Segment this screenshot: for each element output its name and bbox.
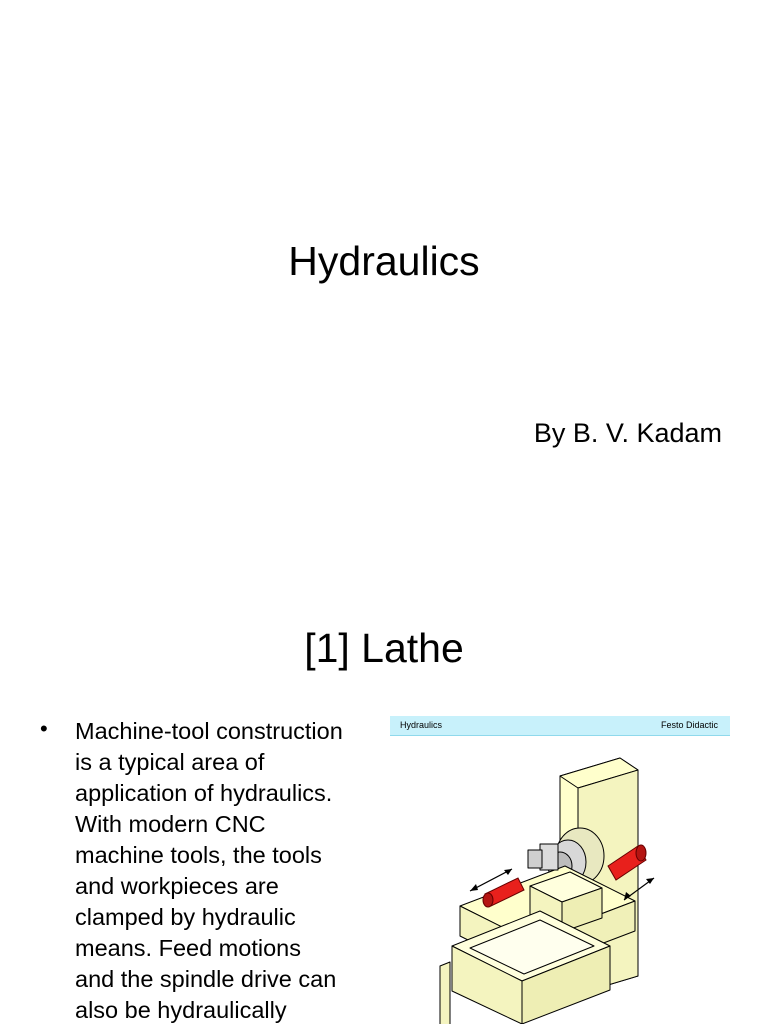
bullet-item-text: Machine-tool construction is a typical area of application of hydraulics. With modern CNC machine tools, the tools and workpieces are clamped by hydraulic means. Feed motions and the spindle drive can also be hydraulically bbox=[75, 718, 343, 1023]
slide-title-heading: Hydraulics bbox=[288, 238, 480, 284]
figure-header-right: Festo Didactic bbox=[660, 720, 718, 730]
figure-header-left: Hydraulics bbox=[400, 720, 443, 730]
lathe-illustration bbox=[390, 716, 732, 1024]
author-subtitle: By B. V. Kadam bbox=[533, 418, 722, 448]
lathe-heading: [1] Lathe bbox=[304, 625, 464, 671]
bullet-marker: • bbox=[40, 716, 48, 741]
figure-header-bar bbox=[390, 716, 730, 736]
lathe-drawing bbox=[390, 736, 732, 1024]
